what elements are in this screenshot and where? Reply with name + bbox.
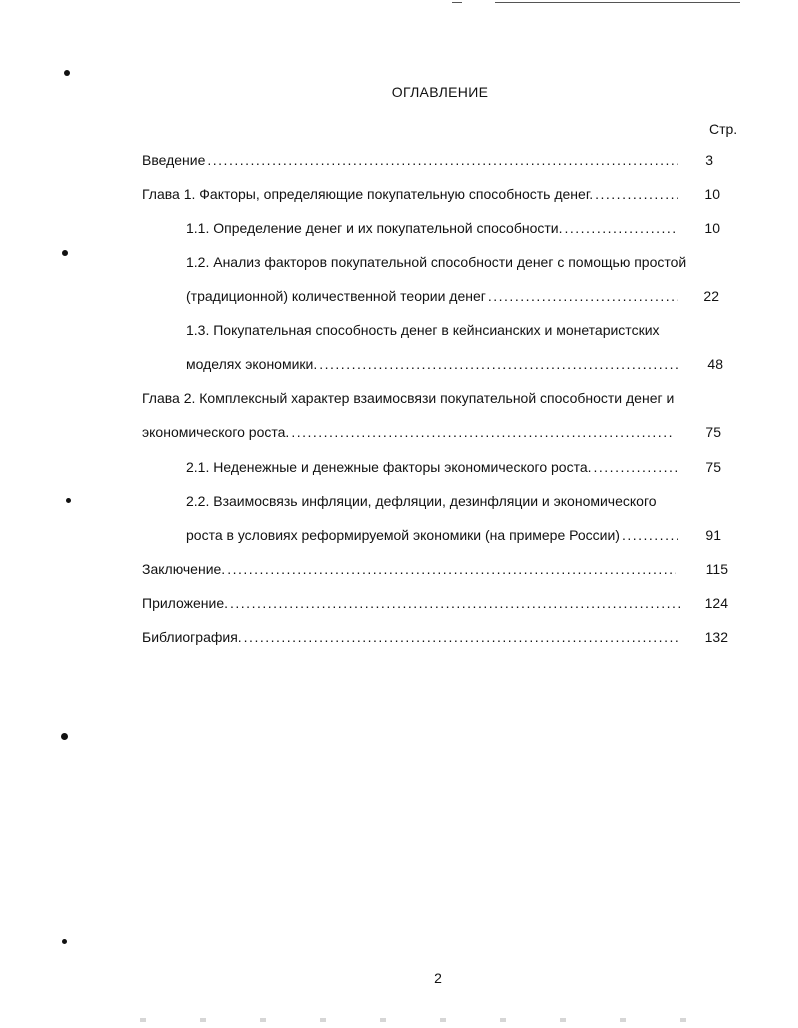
binder-hole-mark <box>62 939 67 944</box>
toc-entry-label: Глава 1. Факторы, определяющие покупательную способность денег. <box>142 186 594 202</box>
dot-leader <box>230 593 683 613</box>
toc-entry-label: Приложение. <box>142 595 229 611</box>
toc-entry-page: 91 <box>705 527 721 543</box>
toc-entry-page: 3 <box>705 152 713 168</box>
dot-leader <box>319 354 678 374</box>
toc-entry-section-1-2 <box>186 286 682 306</box>
binder-hole-mark <box>61 733 68 740</box>
toc-entry-section-2-2-line1: 2.2. Взаимосвязь инфляции, дефляции, дезинфляции и экономического <box>186 493 657 509</box>
top-scan-line-short <box>452 2 462 3</box>
toc-entry-chapter-1 <box>142 184 682 204</box>
dot-leader <box>594 457 678 477</box>
dot-leader <box>595 184 678 204</box>
toc-entry-page: 124 <box>704 595 728 611</box>
toc-entry-page: 10 <box>704 220 720 236</box>
toc-entry-section-1-3 <box>186 354 682 374</box>
toc-entry-section-1-2-line1: 1.2. Анализ факторов покупательной способности денег с помощью простой <box>186 254 687 270</box>
dot-leader <box>244 627 681 647</box>
toc-entry-bibliography <box>142 627 685 647</box>
toc-entry-page: 75 <box>705 459 721 475</box>
dot-leader <box>488 286 678 306</box>
toc-entry-page: 75 <box>705 424 721 440</box>
toc-entry-conclusion <box>142 559 680 579</box>
dot-leader <box>291 422 674 442</box>
toc-entry-label: роста в условиях реформируемой экономики (на примере России) <box>186 527 620 543</box>
toc-entry-label: 1.1. Определение денег и их покупательной способности. <box>186 220 563 236</box>
toc-entry-page: 132 <box>704 629 728 645</box>
toc-entry-section-2-2 <box>186 525 682 545</box>
binder-hole-mark <box>66 498 71 503</box>
toc-entry-page: 10 <box>704 186 720 202</box>
page-column-label: Стр. <box>709 121 738 137</box>
dot-leader <box>564 218 678 238</box>
toc-entry-section-2-1 <box>186 457 682 477</box>
toc-entry-label: моделях экономики. <box>186 356 318 372</box>
binder-hole-mark <box>62 250 68 256</box>
dot-leader <box>207 150 678 170</box>
bottom-scan-artifact <box>140 1018 700 1022</box>
top-scan-line <box>495 2 740 3</box>
toc-entry-label: 2.1. Неденежные и денежные факторы экономического роста. <box>186 459 592 475</box>
binder-hole-mark <box>64 70 70 76</box>
toc-entry-page: 115 <box>705 561 728 577</box>
toc-entry-page: 22 <box>703 288 719 304</box>
dot-leader <box>227 559 676 579</box>
toc-entry-section-1-1 <box>186 218 682 238</box>
toc-entry-label: экономического роста. <box>142 424 290 440</box>
dot-leader <box>622 525 678 545</box>
toc-entry-chapter-2 <box>142 422 678 442</box>
toc-entry-label: Заключение. <box>142 561 226 577</box>
toc-entry-introduction <box>142 150 682 170</box>
toc-title: ОГЛАВЛЕНИЕ <box>391 84 489 100</box>
toc-entry-appendix <box>142 593 687 613</box>
toc-entry-section-1-3-line1: 1.3. Покупательная способность денег в кейнсианских и монетаристских <box>186 322 660 338</box>
toc-entry-label: (традиционной) количественной теории денег <box>186 288 486 304</box>
toc-entry-page: 48 <box>707 356 723 372</box>
toc-entry-label: Библиография. <box>142 629 242 645</box>
toc-entry-chapter-2-line1: Глава 2. Комплексный характер взаимосвязи покупательной способности денег и <box>142 390 675 406</box>
page-number: 2 <box>434 970 442 986</box>
toc-entry-label: Введение <box>142 152 206 168</box>
